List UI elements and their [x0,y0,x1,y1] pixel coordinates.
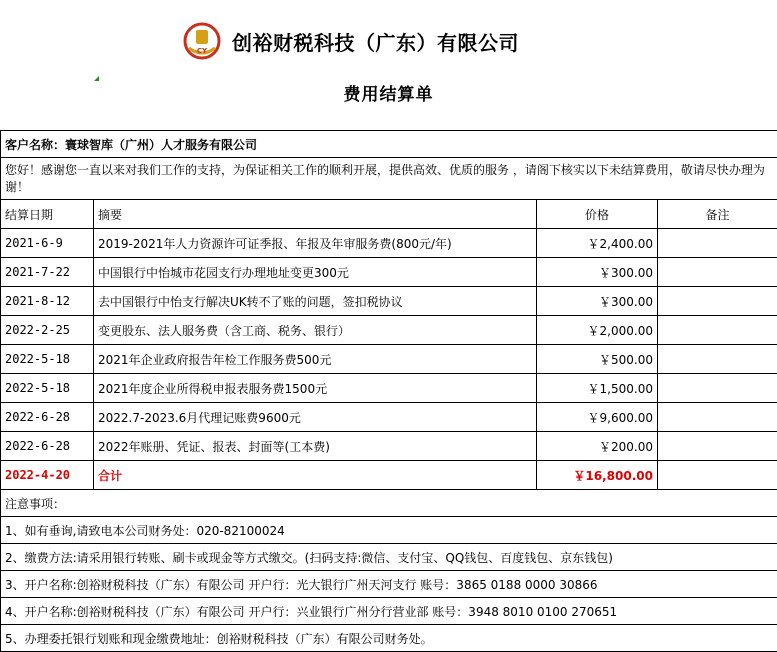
document-header [0,0,777,130]
table-row [1,258,777,287]
note-row [1,625,777,652]
row-note [658,258,777,287]
row-note [658,287,777,316]
row-summary: 中国银行中怡城市花园支行办理地址变更300元 [94,258,537,287]
row-note [658,374,777,403]
client-row [1,131,777,158]
row-price: ￥9,600.00 [537,403,658,432]
row-note [658,345,777,374]
row-summary: 2021年度企业所得税申报表服务费1500元 [94,374,537,403]
row-date: 2021-7-22 [1,258,94,287]
col-header-price: 价格 [537,200,658,229]
note-item: 5、办理委托银行划账和现金缴费地址：创裕财税科技（广东）有限公司财务处。 [1,625,777,652]
row-date: 2022-6-28 [1,403,94,432]
row-summary: 变更股东、法人服务费（含工商、税务、银行） [94,316,537,345]
row-summary: 2022年账册、凭证、报表、封面等(工本费) [94,432,537,461]
row-note [658,432,777,461]
row-date: 2021-6-9 [1,229,94,258]
note-item: 2、缴费方法:请采用银行转账、刷卡或现金等方式缴交。(扫码支持:微信、支付宝、QQ钱包、百度钱包、京东钱包) [1,544,777,571]
row-date: 2022-5-18 [1,345,94,374]
row-date: 2021-8-12 [1,287,94,316]
greeting-row [1,158,777,200]
company-logo-icon [183,22,221,60]
total-note [658,461,777,490]
settlement-table [0,130,777,652]
table-row [1,374,777,403]
note-row [1,517,777,544]
note-item: 3、开户名称:创裕财税科技（广东）有限公司 开户行：光大银行广州天河支行 账号：3865 0188 0000 30866 [1,571,777,598]
notes-title: 注意事项： [1,490,777,517]
row-price: ￥500.00 [537,345,658,374]
note-item: 1、如有垂询,请致电本公司财务处：020-82100024 [1,517,777,544]
row-summary: 2019-2021年人力资源许可证季报、年报及年审服务费(800元/年) [94,229,537,258]
row-summary: 2021年企业政府报告年检工作服务费500元 [94,345,537,374]
svg-text:CY: CY [197,47,208,55]
col-header-note: 备注 [658,200,777,229]
total-date: 2022-4-20 [1,461,94,490]
client-name: 寰球智库（广州）人才服务有限公司 [65,138,257,152]
row-note [658,316,777,345]
row-price: ￥300.00 [537,287,658,316]
table-header-row [1,200,777,229]
row-note [658,229,777,258]
company-name: 创裕财税科技（广东）有限公司 [232,27,519,56]
table-row [1,287,777,316]
note-row [1,571,777,598]
row-date: 2022-5-18 [1,374,94,403]
row-date: 2022-6-28 [1,432,94,461]
note-item: 4、开户名称:创裕财税科技（广东）有限公司 开户行：兴业银行广州分行营业部 账号：3948 8010 0100 270651 [1,598,777,625]
row-date: 2022-2-25 [1,316,94,345]
row-price: ￥1,500.00 [537,374,658,403]
row-price: ￥2,000.00 [537,316,658,345]
table-row [1,345,777,374]
col-header-summary: 摘要 [94,200,537,229]
table-row [1,316,777,345]
document-title: 费用结算单 [0,80,777,105]
table-row [1,432,777,461]
row-note [658,403,777,432]
note-row [1,598,777,625]
col-header-date: 结算日期 [1,200,94,229]
client-label: 客户名称： [5,138,65,152]
row-price: ￥200.00 [537,432,658,461]
row-price: ￥2,400.00 [537,229,658,258]
note-row [1,544,777,571]
total-label: 合计 [94,461,537,490]
notes-title-row [1,490,777,517]
table-row [1,229,777,258]
row-price: ￥300.00 [537,258,658,287]
row-summary: 2022.7-2023.6月代理记账费9600元 [94,403,537,432]
total-row [1,461,777,490]
total-price: ￥16,800.00 [537,461,658,490]
row-summary: 去中国银行中怡支行解决UK转不了账的问题，签扣税协议 [94,287,537,316]
client-cell [1,131,777,158]
table-row [1,403,777,432]
greeting-text: 您好！感谢您一直以来对我们工作的支持，为保证相关工作的顺利开展，提供高效、优质的服务 ，请阁下核实以下未结算费用，敬请尽快办理为谢！ [1,158,777,200]
